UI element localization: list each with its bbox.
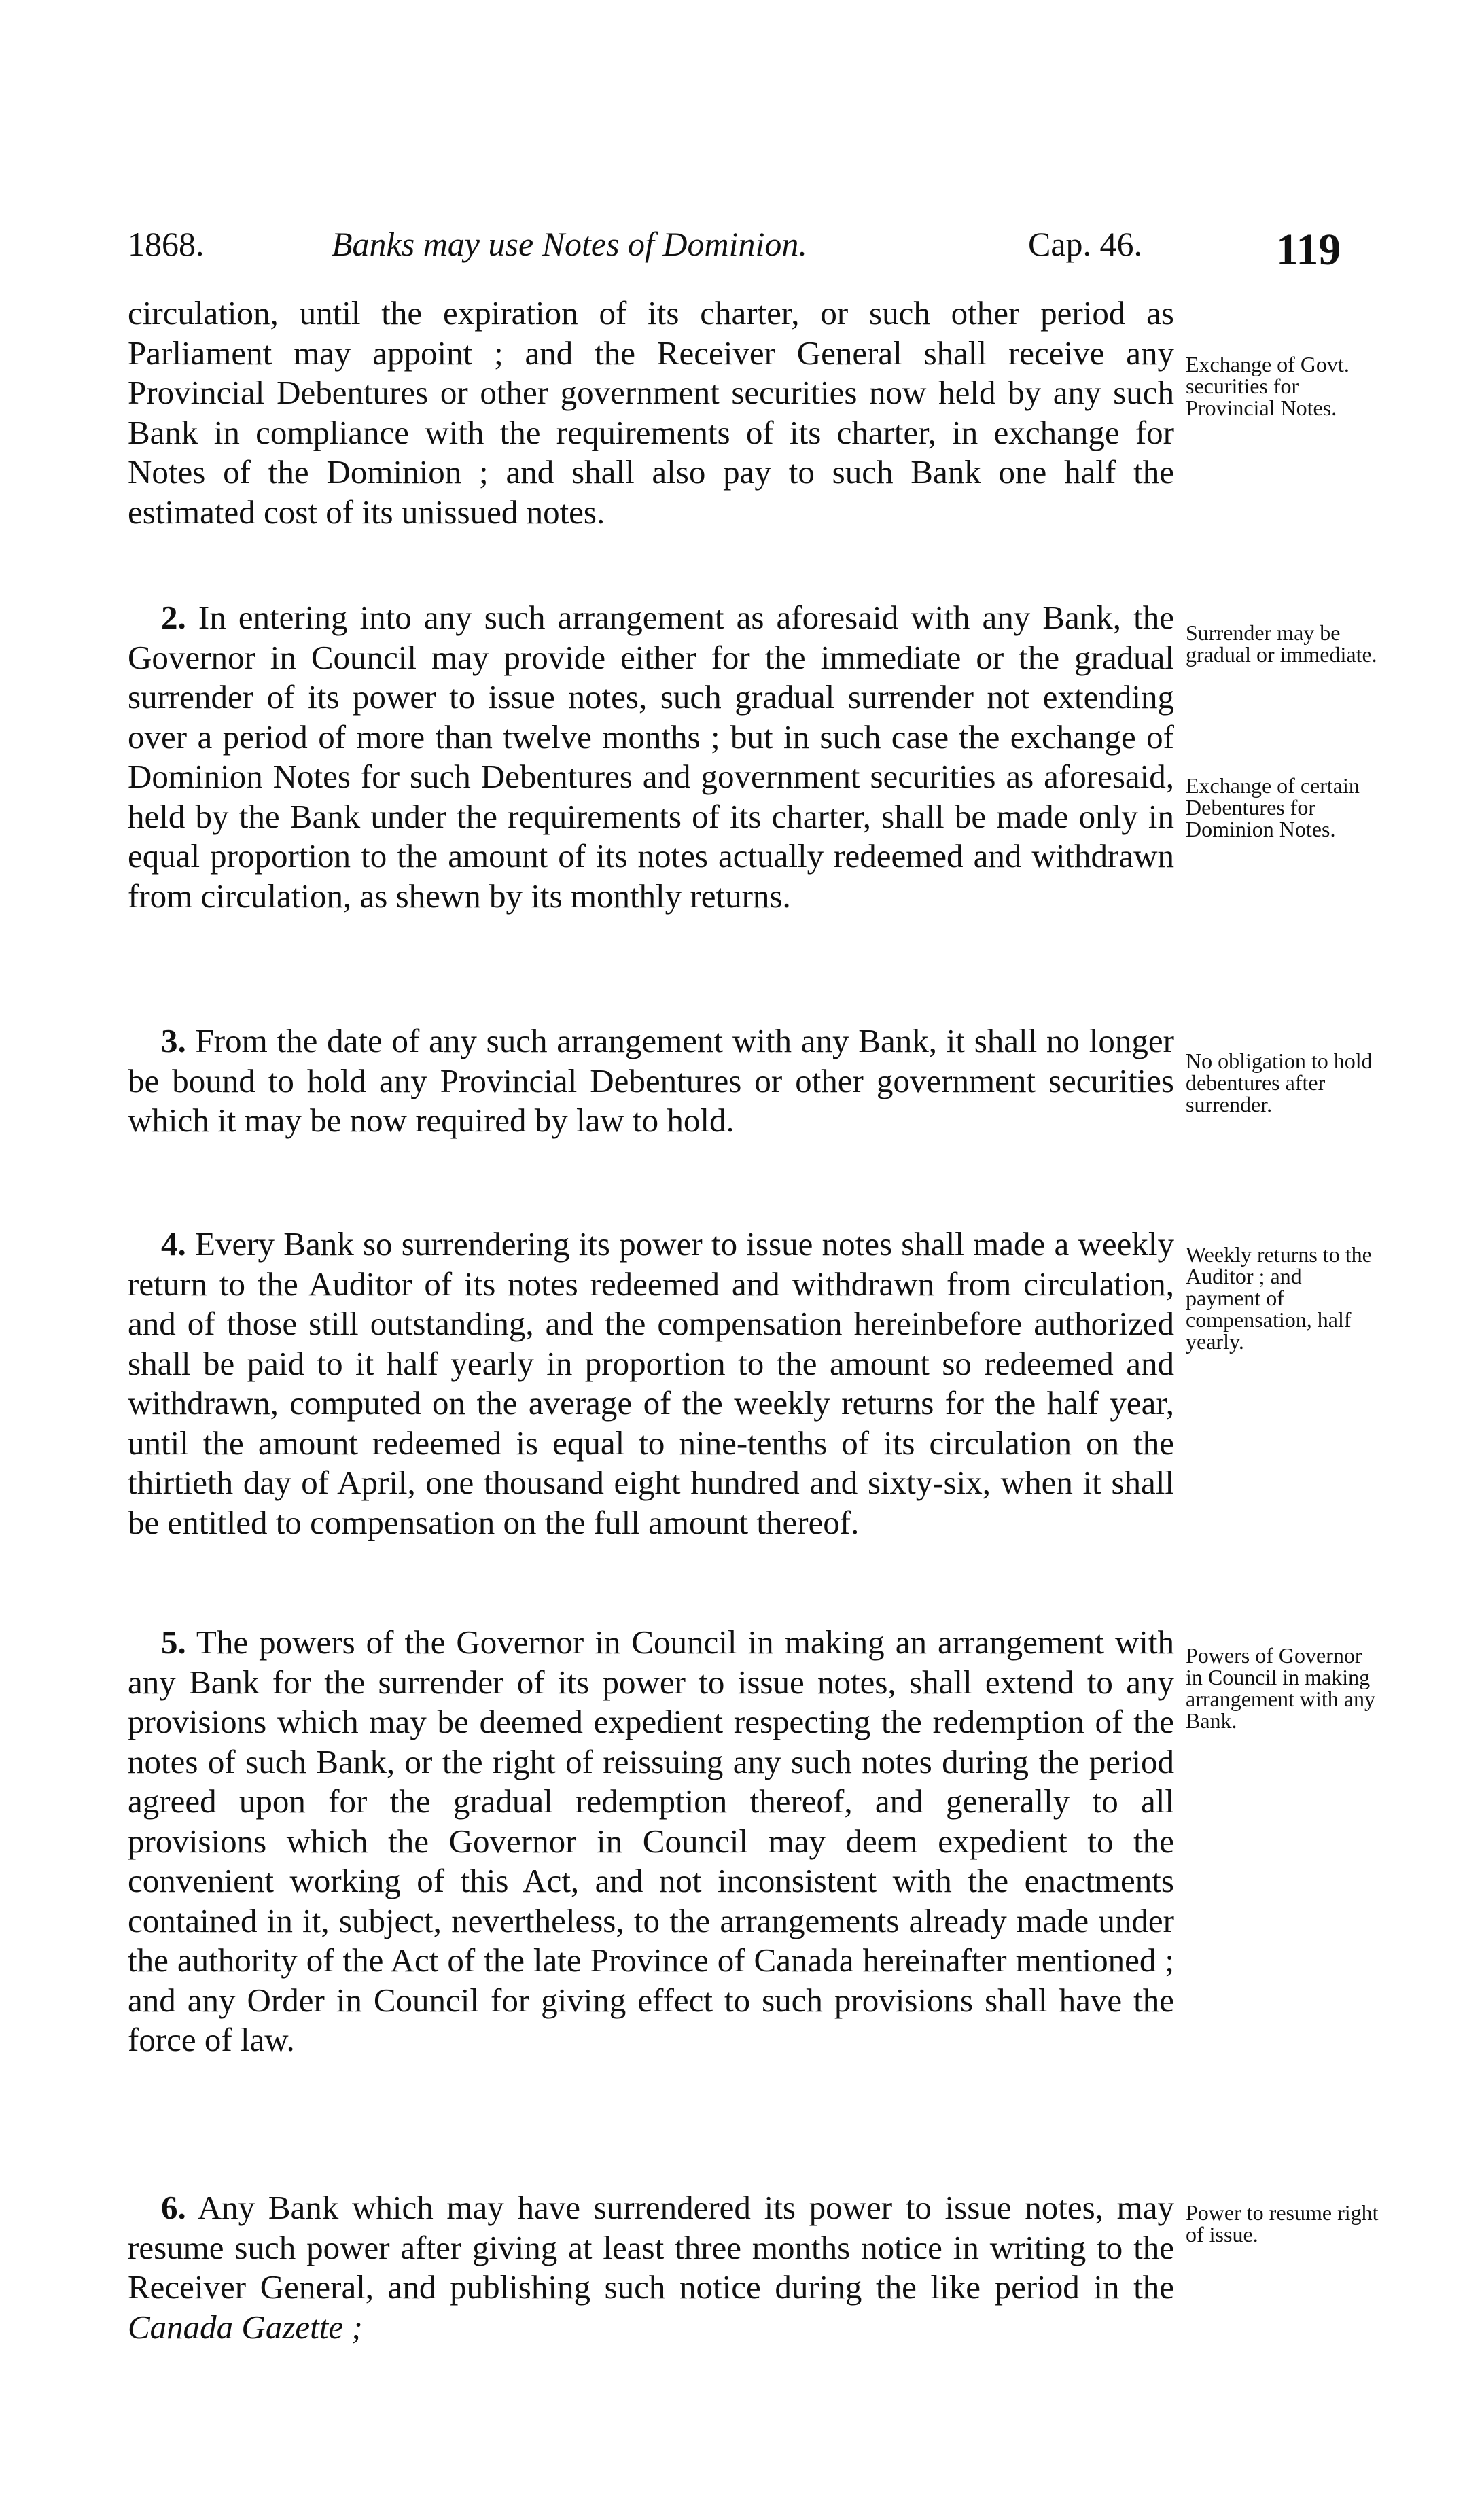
- header-year: 1868.: [128, 225, 205, 263]
- section-text: Every Bank so surrendering its power to issue notes shall made a weekly return to the Auditor of its notes redeemed and withdrawn from circulation, and of those still outstanding, and the compensation hereinbefore authorized shall be paid to it half yearly in proportion to the amount so redeemed and withdrawn, computed on the average of the weekly returns for the half year, until the amount redeemed is equal to nine-tenths of its circulation on the thirtieth day of April, one thousand eight hundred and sixty-six, when it shall be entitled to compensation on the full amount thereof.: [128, 1225, 1174, 1541]
- section-text: In entering into any such arrangement as aforesaid with any Bank, the Governor in Council may provide either for the immediate or the gradual surrender of its power to issue notes, such gradual surrender not extending over a period of more than twelve months ; but in such case the exchange of Dominion Notes for such Debentures and government securities as aforesaid, held by the Bank under the requirements of its charter, shall be made only in equal proportion to the amount of its notes actually redeemed and withdrawn from circulation, as shewn by its monthly returns.: [128, 599, 1175, 915]
- section-text-italic: Canada Gazette ;: [128, 2308, 363, 2346]
- section-number: 5.: [161, 1623, 186, 1661]
- section-number: 3.: [161, 1022, 186, 1059]
- margin-note: Powers of Governor in Council in making arrangement with any Bank.: [1186, 1643, 1375, 1733]
- section-number: 4.: [161, 1225, 186, 1263]
- section-number: 2.: [161, 599, 186, 636]
- margin-note: Weekly returns to the Auditor ; and payment of compensation, half yearly.: [1186, 1242, 1372, 1354]
- section-text: From the date of any such arrangement with any Bank, it shall no longer be bound to hold any Provincial Debentures or other government securities which it may be now required by law to hold.: [128, 1022, 1174, 1139]
- section-paragraph: [128, 1225, 1174, 1543]
- section-2: [128, 598, 1174, 916]
- margin-note: Power to resume right of issue.: [1186, 2200, 1379, 2247]
- section-paragraph: [128, 1021, 1174, 1141]
- margin-note: Surrender may be gradual or immediate.: [1186, 620, 1377, 667]
- section-text: The powers of the Governor in Council in making an arrangement with any Bank for the surrender of its power to issue notes, shall extend to any provisions which may be deemed expedient respecting the redemption of the notes of such Bank, or the right of reissuing any such notes during the period agreed upon for the gradual redemption thereof, and generally to all provisions which the Governor in Council may deem expedient to the convenient working of this Act, and not inconsistent with the enactments contained in it, subject, nevertheless, to the arrangements already made under the authority of the Act of the late Province of Canada hereinafter mentioned ; and any Order in Council for giving effect to such provisions shall have the force of law.: [128, 1623, 1174, 2058]
- section-6: [128, 2188, 1174, 2347]
- section-3: [128, 1021, 1174, 1141]
- page-number: 119: [1276, 225, 1341, 275]
- section-paragraph: [128, 2188, 1174, 2347]
- margin-note: Exchange of Govt. securities for Provincial Notes.: [1186, 352, 1349, 420]
- section-continuation: [128, 294, 1174, 532]
- section-text: circulation, until the expiration of its charter, or such other period as Parliament may appoint ; and the Receiver General shall receive any Provincial Debentures or other government securities now held by any such Bank in compliance with the requirements of its charter, in exchange for Notes of the Dominion ; and shall also pay to such Bank one half the estimated cost of its unissued notes.: [128, 294, 1174, 531]
- section-paragraph: [128, 1623, 1174, 2060]
- section-5: [128, 1623, 1174, 2060]
- running-header: [128, 224, 1364, 279]
- header-chapter: Cap. 46.: [1028, 225, 1143, 263]
- section-4: [128, 1225, 1174, 1543]
- header-title: Banks may use Notes of Dominion.: [332, 225, 807, 263]
- margin-note: Exchange of certain Debentures for Dominion Notes.: [1186, 773, 1360, 841]
- margin-note: No obligation to hold debentures after surrender.: [1186, 1049, 1373, 1116]
- section-paragraph: [128, 598, 1174, 916]
- section-number: 6.: [161, 2189, 186, 2226]
- section-text: Any Bank which may have surrendered its power to issue notes, may resume such power after giving at least three months notice in writing to the Receiver General, and publishing such notice during the like period in the: [128, 2189, 1174, 2306]
